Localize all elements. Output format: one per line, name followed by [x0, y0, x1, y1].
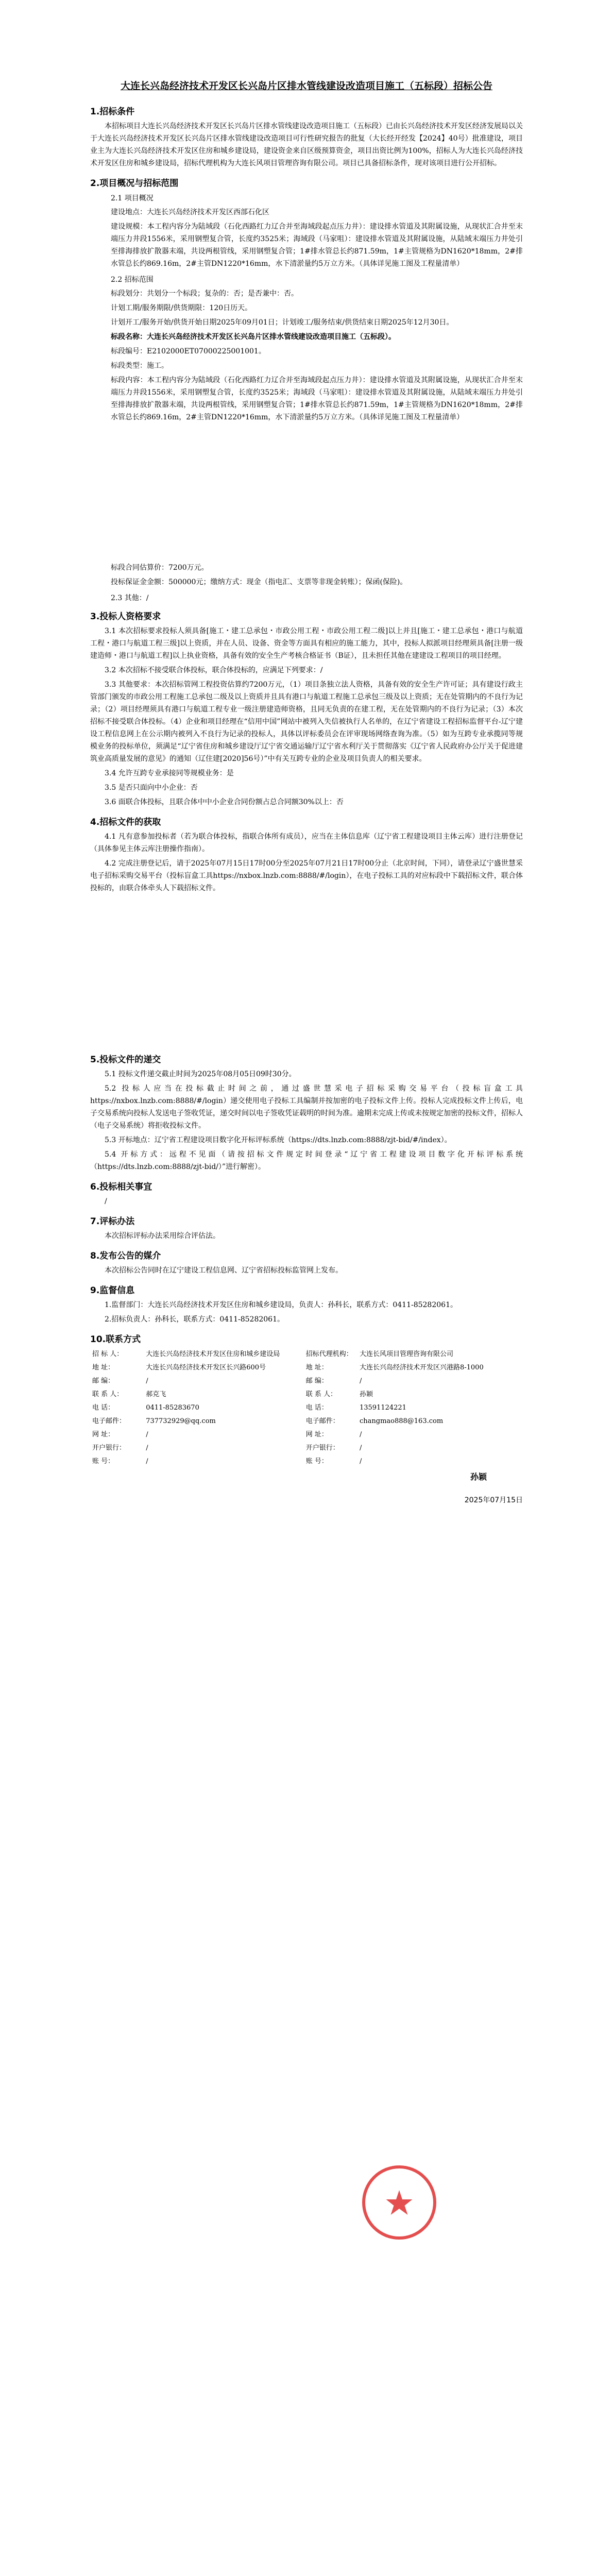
subsection-2-2: 2.2 招标范围 — [111, 276, 154, 284]
qualification-3-1: 3.1 本次招标要求投标人须具备[施工・建工总承包・市政公用工程・市政公用工程二级]以上并且[施工・建工总承包・港口与航道工程・港口与航道工程三级]以上资质，并在人员、设备、资金等方面具有相应的施工能力，其中，投标人拟派项目经理须具备[注册一级建造师・港口与航道工程]以上执业资格，具备有效的安全生产考核合格证书（B证），且未担任其他在建建设工程项目的项目经理。 — [90, 627, 523, 660]
signature: 孙颖 — [470, 1472, 487, 1482]
qualification-3-2: 3.2 本次招标不接受联合体投标，联合体投标的，应满足下列要求：/ — [105, 666, 323, 674]
qualification-3-3: 3.3 其他要求：本次招标管网工程投资估算约7200万元，（1）项目条独立法人资格，具备有效的安全生产许可证；具有建设行政主管部门颁发的市政公用工程施工总承包二级及以上资质并且具有港口与航道工程施工总承包三级及以上资质；无在处管期内的不良行为记录；（2）项目经理须具有港口与航道工程专业一级注册建造师资格，且同无负责的在建工程，无在处管期内的不良行为记录；（3）本次招标不接受联合体投标。（4）企业和项目经理在“信用中国”网站中被列入失信被执行人名单的，在辽宁省建设工程招标监督平台-辽宁建设工程信息网上在公示期内被列入不良行为记录的投标人，具体以评标委员会在评审现场网络查询为准。（5）如为互跨专业承揽同等规模业务的投标单位，须满足“辽宁省住房和城乡建设厅辽宁省交通运输厅辽宁省水利厅关于贯彻落实《辽宁省人民政府办公厅关于促进建筑业高质量发展的意见》的通知（辽住建[2020]56号）”中有关互跨专业的企业及项目负责人的相关要求。 — [90, 681, 523, 763]
contact-value: / — [146, 1431, 148, 1438]
construction-scale: 建设规模：本工程内容分为陆域段（石化西路红力辽合并至海域段起点压力井）：建设排水管道及其附属设施，从现状汇合井至末端压力井段1556米，采用钢塑复合管，长度约3525米；海域段（马家咀）：建设排水管道及其附属设施，从陆域末端压力井处引至排海排放扩散器末端，共设两根管线，采用钢塑复合管；1#排水管总长约871.59m，1#主管规格为DN1620*18mm，2#排水管总长约869.16m，2#主管DN1220*16mm，水下清淤量约5万立方米。（具体详见施工图及工程量清单） — [111, 223, 523, 268]
section-6-text: / — [105, 1197, 107, 1206]
planned-dates: 计划开工/服务开始/供货开始日期2025年09月01日；计划竣工/服务结束/供货结束日期2025年12月30日。 — [111, 318, 454, 327]
contact-value: / — [146, 1444, 148, 1452]
contact-row — [90, 1442, 523, 1455]
publish-date: 2025年07月15日 — [464, 1496, 523, 1504]
supervision-contact: 2.招标负责人：孙科长，联系方式：0411-85282061。 — [105, 1315, 284, 1324]
section-6-heading: 6.投标相关事宜 — [90, 1182, 152, 1192]
section-4-heading: 4.招标文件的获取 — [90, 817, 161, 827]
contact-label: 电 话： — [305, 1404, 328, 1412]
section-7-text: 本次招标评标办法采用综合评估法。 — [105, 1232, 220, 1240]
contact-label: 开户银行： — [305, 1444, 339, 1452]
contact-value: / — [359, 1377, 362, 1385]
contract-estimate: 标段合同估算价：7200万元。 — [111, 564, 209, 572]
lot-type: 标段类型：施工。 — [111, 362, 168, 370]
section-8-text: 本次招标公告同时在辽宁建设工程信息网、辽宁省招标投标监管网上发布。 — [105, 1266, 343, 1275]
contact-value: changmao888@163.com — [359, 1417, 444, 1425]
contact-value: 737732929@qq.com — [146, 1417, 216, 1425]
contact-label: 地 址： — [92, 1364, 115, 1371]
contact-label: 网 址： — [305, 1431, 328, 1438]
page-title: 大连长兴岛经济技术开发区长兴岛片区排水管线建设改造项目施工（五标段）招标公告 — [120, 80, 492, 92]
contact-label: 招标代理机构： — [305, 1350, 353, 1358]
contact-row — [90, 1361, 523, 1375]
tender-doc-4-2: 4.2 完成注册登记后，请于2025年07月15日17时00分至2025年07月21日17时00分止（北京时间，下同），请登录辽宁盛世慧采电子招标采购交易平台（投标盲盒工具https://nxbox.lnzb.com:8888/#/login），在电子投标工具的对应标段中下载招标文件，联合体投标的，由联合体牵头人下载招标文件。 — [90, 859, 523, 892]
contact-row — [90, 1348, 523, 1361]
contact-value: 郝克飞 — [146, 1391, 166, 1398]
qualification-3-5: 3.5 是否只面向中小企业：否 — [105, 784, 198, 792]
contact-row — [90, 1388, 523, 1401]
section-9-heading: 9.监督信息 — [90, 1285, 135, 1296]
section-1-text: 本招标项目大连长兴岛经济技术开发区长兴岛片区排水管线建设改造项目施工（五标段）已由长兴岛经济技术开发区经济发展局以关于大连长兴岛经济技术开发区长兴岛片区排水管线建设改造项目可行性研究报告的批复（大长经开经发【2024】40号）批准建设，项目业主为大连长兴岛经济技术开发区住房和城乡建设局，建设资金来自区级预算资金，项目出资比例为100%，招标人为大连长兴岛经济技术开发区住房和城乡建设局，招标代理机构为大连长风项目管理咨询有限公司。项目已具备招标条件，现对该项目进行公开招标。 — [90, 122, 523, 167]
lot-name: 标段名称：大连长兴岛经济技术开发区长兴岛片区排水管线建设改造项目施工（五标段）。 — [111, 333, 396, 341]
contact-value: 大连长兴岛经济技术开发区长兴路600号 — [146, 1364, 266, 1371]
blank-space — [90, 426, 523, 560]
contact-value: 13591124221 — [359, 1404, 406, 1412]
contact-label: 联 系 人： — [305, 1391, 337, 1398]
contact-value: 大连长风项目管理咨询有限公司 — [359, 1350, 453, 1358]
bid-bond: 投标保证金金额：500000元；缴纳方式：现金（指电汇、支票等非现金转账）；保函(保险)。 — [111, 578, 407, 586]
contact-row — [90, 1428, 523, 1442]
contact-value: / — [359, 1431, 362, 1438]
subsection-2-1: 2.1 项目概况 — [111, 194, 154, 202]
subsection-2-3: 2.3 其他：/ — [111, 594, 149, 602]
section-1-heading: 1.招标条件 — [90, 107, 135, 117]
contact-label: 邮 编： — [92, 1377, 115, 1385]
section-3-heading: 3.投标人资格要求 — [90, 612, 161, 622]
contact-row — [90, 1375, 523, 1388]
section-5-heading: 5.投标文件的递交 — [90, 1055, 161, 1065]
contact-label: 邮 编： — [305, 1377, 328, 1385]
contact-label: 账 号： — [305, 1458, 328, 1465]
contact-value: / — [146, 1458, 148, 1465]
contact-value: 大连长兴岛经济技术开发区住房和城乡建设局 — [146, 1350, 280, 1358]
contact-row — [90, 1401, 523, 1415]
section-2-heading: 2.项目概况与招标范围 — [90, 178, 179, 189]
tender-doc-4-1: 4.1 凡有意参加投标者（若为联合体投标，指联合体所有成员），应当在主体信息库（辽宁省工程建设项目主体云库）进行注册登记（具体参见主体云库注册操作指南）。 — [90, 833, 523, 853]
contact-value: 孙颖 — [359, 1391, 373, 1398]
contact-value: / — [359, 1444, 362, 1452]
lot-content: 标段内容：本工程内容分为陆域段（石化西路红力辽合并至海域段起点压力井）：建设排水管道及其附属设施，从现状汇合井至末端压力井段1556米，采用钢塑复合管，长度约3525米；海域段（马家咀）：建设排水管道及其附属设施，从陆域末端压力井处引至排海排放扩散器末端，共设两根管线，采用钢塑复合管；1#排水管总长约871.59m，1#主管规格为DN1620*18mm，2#排水管总长约869.16m，2#主管DN1220*16mm，水下清淤量约5万立方米。（具体详见施工图及工程量清单） — [111, 376, 523, 421]
contact-label: 账 号： — [92, 1458, 115, 1465]
supervision-dept: 1.监督部门：大连长兴岛经济技术开发区住房和城乡建设局，负责人：孙科长，联系方式：0411-85282061。 — [105, 1301, 457, 1309]
contact-value: 大连长兴岛经济技术开发区兴港路8-1000 — [359, 1364, 484, 1371]
notice-document — [90, 77, 523, 1505]
section-10-heading: 10.联系方式 — [90, 1334, 141, 1345]
contact-row — [90, 1455, 523, 1468]
submission-5-2: 5.2 投标人应当在投标截止时间之前，通过盛世慧采电子招标采购交易平台（投标盲盒工具https://nxbox.lnzb.com:8888/#/login）递交使用电子投标工具编制并按加密的电子投标文件上传。投标人完成投标文件上传后，电子交易系统向投标人发送电子签收凭证，递交时间以电子签收凭证载明的时间为准。逾期未完成上传或未按规定加密的投标文件，招标人（电子交易系统）将拒收投标文件。 — [90, 1084, 523, 1130]
contact-value: / — [359, 1458, 362, 1465]
contact-label: 网 址： — [92, 1431, 115, 1438]
planned-period: 计划工期/服务期限/供货期限：120日历天。 — [111, 304, 252, 312]
contact-label: 开户银行： — [92, 1444, 126, 1452]
contact-label: 地 址： — [305, 1364, 328, 1371]
lot-number: 标段编号：E2102000ET07000225001001。 — [111, 347, 266, 355]
construction-location: 建设地点：大连长兴岛经济技术开发区西部石化区 — [111, 208, 269, 216]
submission-5-3: 5.3 开标地点：辽宁省工程建设项目数字化开标评标系统（https://dts.lnzb.com:8888/zjt-bid/#/index）。 — [105, 1136, 452, 1144]
contact-label: 电子邮件： — [92, 1417, 126, 1425]
submission-5-4: 5.4 开标方式：远程不见面（请按招标文件规定时间登录“辽宁省工程建设项目数字化开标评标系统（https://dts.lnzb.com:8888/zjt-bid/）”进行解密）。 — [90, 1150, 523, 1171]
contact-label: 联 系 人： — [92, 1391, 124, 1398]
section-8-heading: 8.发布公告的媒介 — [90, 1251, 161, 1261]
contact-label: 电 话： — [92, 1404, 115, 1412]
section-7-heading: 7.评标办法 — [90, 1216, 135, 1227]
contact-label: 电子邮件： — [305, 1417, 339, 1425]
contact-table — [90, 1348, 523, 1468]
contact-row — [90, 1415, 523, 1428]
qualification-3-6: 3.6 面联合体投标，且联合体中中小企业合同份额占总合同额30%以上：否 — [105, 798, 344, 806]
submission-5-1: 5.1 投标文件递交截止时间为2025年08月05日09时30分。 — [105, 1070, 296, 1078]
blank-space — [90, 896, 523, 1046]
official-seal-icon — [361, 2164, 438, 2241]
lot-division: 标段划分：共划分一个标段；复杂的：否；是否兼中：否。 — [111, 290, 298, 298]
contact-label: 招 标 人： — [92, 1350, 124, 1358]
contact-value: / — [146, 1377, 148, 1385]
contact-value: 0411-85283670 — [146, 1404, 199, 1412]
qualification-3-4: 3.4 允许互跨专业承接同等规模业务：是 — [105, 769, 234, 777]
